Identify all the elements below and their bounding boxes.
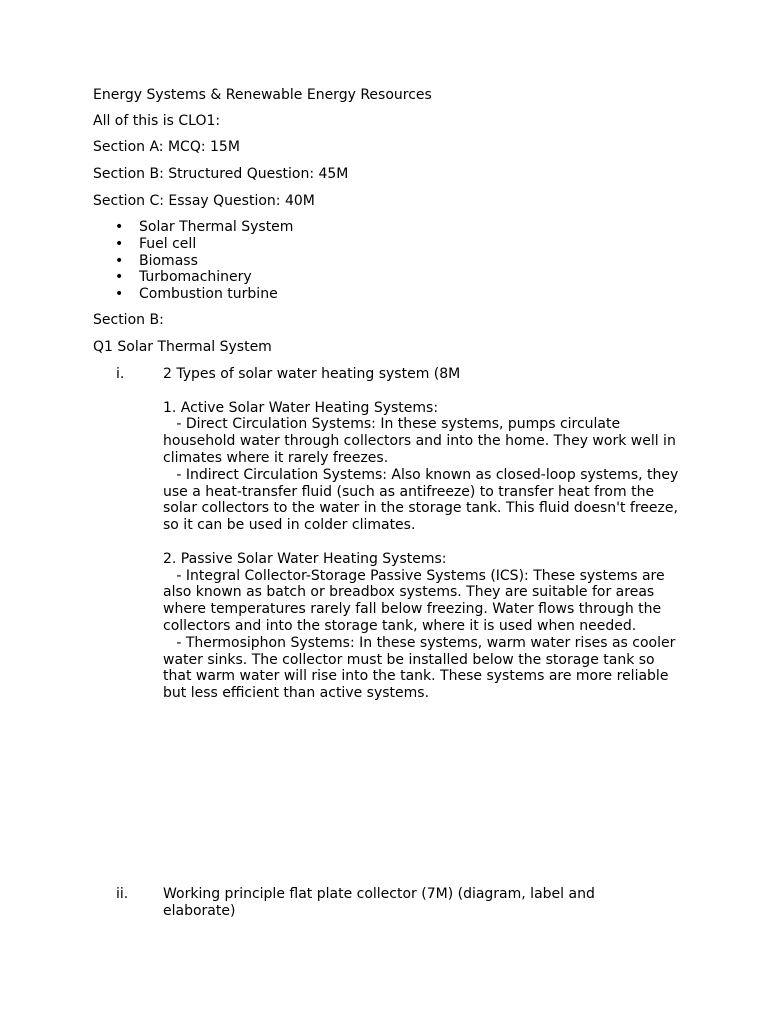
list-item [93,236,293,253]
q1-heading: Q1 Solar Thermal System [93,339,272,355]
bullet-icon: • [115,286,124,302]
list-item-label: Fuel cell [139,235,197,252]
topic-list [93,219,293,303]
section-c-line: Section C: Essay Question: 40M [93,193,315,209]
question-item-ii [163,886,623,920]
answer-active-indirect: - Indirect Circulation Systems: Also known as closed-loop systems, they use a heat-transfer fluid (such as antifreeze) to transfer heat from the solar collectors to the water in the storage tank. This fluid doesn't freeze, so it can be used in colder climates. [163,466,683,534]
bullet-icon: • [115,269,124,286]
section-b-line: Section B: Structured Question: 45M [93,166,349,182]
question-item-i [163,366,683,702]
section-a-line: Section A: MCQ: 15M [93,139,240,155]
item-number: ii. [116,886,129,902]
list-item [93,269,293,286]
list-item [93,219,293,236]
bullet-icon: • [115,252,124,269]
section-b-heading: Section B: [93,312,164,328]
clo-note: All of this is CLO1: [93,113,221,129]
bullet-icon: • [115,235,124,252]
item-number: i. [116,366,125,382]
answer-passive-heading: 2. Passive Solar Water Heating Systems: [163,550,447,567]
list-item-label: Biomass [139,252,198,269]
bullet-icon: • [115,219,124,235]
question-title: 2 Types of solar water heating system (8M [163,366,461,382]
answer-active-direct: - Direct Circulation Systems: In these systems, pumps circulate household water through collectors and into the home. They work well in climates where it rarely freezes. [163,416,681,466]
list-item-label: Combustion turbine [139,286,278,302]
list-item [93,253,293,270]
list-item [93,286,293,303]
list-item-label: Solar Thermal System [139,219,294,235]
question-title: Working principle flat plate collector (7M) (diagram, label and elaborate) [163,886,600,919]
answer-passive-thermosiphon: - Thermosiphon Systems: In these systems, warm water rises as cooler water sinks. The collector must be installed below the storage tank so that warm water will rise into the tank. These systems are more reliable but less efficient than active systems. [163,634,680,702]
answer-active-heading: 1. Active Solar Water Heating Systems: [163,399,439,416]
answer-passive-ics: - Integral Collector-Storage Passive Systems (ICS): These systems are also known as batch or breadbox systems. They are suitable for areas where temperatures rarely fall below freezing. Water flows through the collectors and into the storage tank, where it is used when needed. [163,567,670,634]
document-title: Energy Systems & Renewable Energy Resources [93,87,432,103]
list-item-label: Turbomachinery [139,269,252,286]
